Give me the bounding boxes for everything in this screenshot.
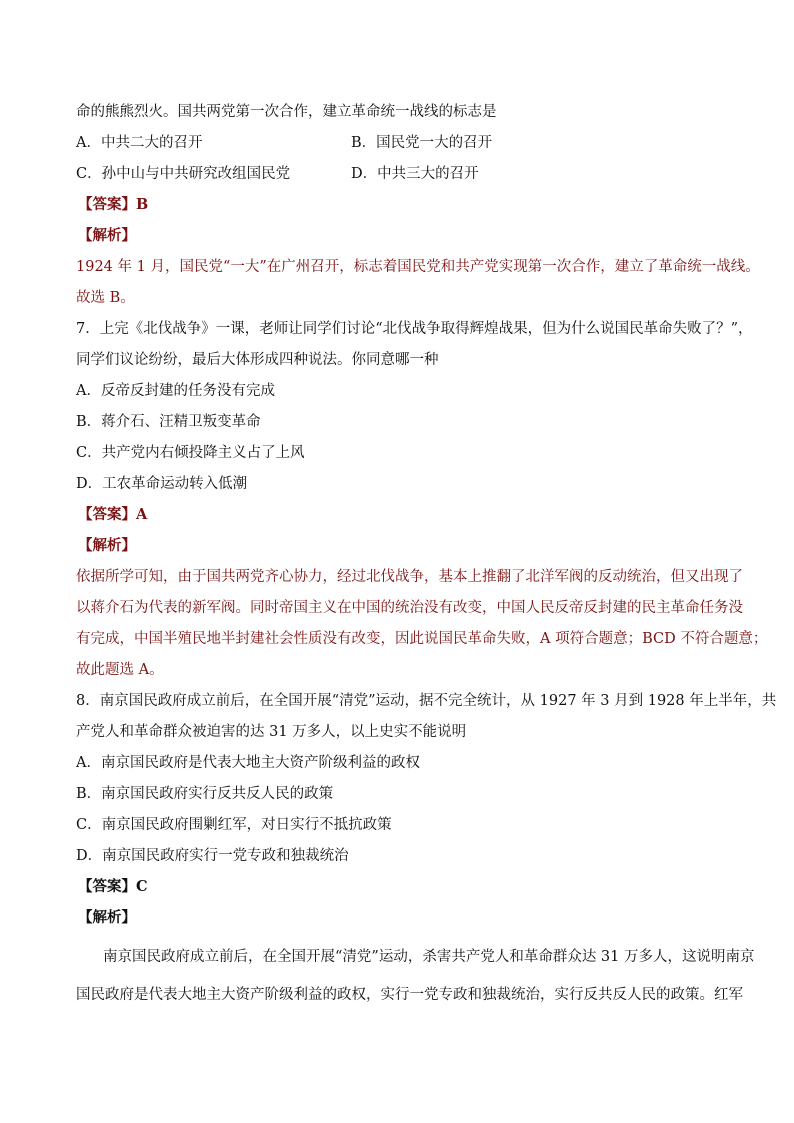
q6-options-row-1 [76,134,493,152]
q7-option-d: D．工农革命运动转入低潮 [76,476,248,492]
q8-option-a: A．南京国民政府是代表大地主大资产阶级利益的政权 [76,755,420,771]
q7-option-c: C．共产党内右倾投降主义占了上风 [76,445,305,461]
q6-answer: 【答案】B [78,196,149,213]
q8-answer: 【答案】C [78,878,148,895]
q8-analysis-line-2: 国民政府是代表大地主大资产阶级利益的政权，实行一党专政和独裁统治，实行反共反人民的政策。红军 [76,987,743,1003]
q8-analysis-line-1: 南京国民政府成立前后，在全国开展“清党”运动，杀害共产党人和革命群众达 31 万多人，这说明南京 [103,949,755,965]
q6-option-a: A．中共二大的召开 [76,135,203,151]
q8-stem-line-2: 产党人和革命群众被迫害的达 31 万多人，以上史实不能说明 [76,724,467,740]
q7-stem-line-2: 同学们议论纷纷，最后大体形成四种说法。你同意哪一种 [76,352,439,368]
q7-option-a: A．反帝反封建的任务没有完成 [76,383,275,399]
q7-analysis-line-2: 以蒋介石为代表的新军阀。同时帝国主义在中国的统治没有改变，中国人民反帝反封建的民主革命任务没 [76,600,743,616]
q6-analysis-line-2: 故选 B。 [76,290,135,306]
q6-option-c: C．孙中山与中共研究改组国民党 [76,166,291,182]
q7-option-b: B．蒋介石、汪精卫叛变革命 [76,414,261,430]
q6-stem-tail: 命的熊熊烈火。国共两党第一次合作，建立革命统一战线的标志是 [76,104,497,120]
q8-option-c: C．南京国民政府围剿红军，对日实行不抵抗政策 [76,817,392,833]
q6-option-b: B．国民党一大的召开 [351,135,493,151]
q8-analysis-label: 【解析】 [78,909,136,926]
q7-analysis-line-4: 故此题选 A。 [76,662,164,678]
q6-analysis-label: 【解析】 [78,227,136,244]
q7-analysis-line-1: 依据所学可知，由于国共两党齐心协力，经过北伐战争，基本上推翻了北洋军阀的反动统治，但又出现了 [76,569,743,585]
q8-stem-line-1: 8．南京国民政府成立前后，在全国开展“清党”运动，据不完全统计，从 1927 年 3 月到 1928 年上半年，共 [76,693,777,709]
q6-options-row-2 [76,165,479,183]
q7-answer: 【答案】A [78,506,148,523]
q8-option-d: D．南京国民政府实行一党专政和独裁统治 [76,848,349,864]
q7-analysis-line-3: 有完成，中国半殖民地半封建社会性质没有改变，因此说国民革命失败，A 项符合题意；BCD 不符合题意； [76,631,768,647]
q6-option-d: D．中共三大的召开 [351,166,479,182]
q7-stem-line-1: 7．上完《北伐战争》一课，老师让同学们讨论“北伐战争取得辉煌战果，但为什么说国民革命失败了？”， [76,321,753,337]
q7-analysis-label: 【解析】 [78,537,136,554]
q8-option-b: B．南京国民政府实行反共反人民的政策 [76,786,334,802]
q6-analysis-line-1: 1924 年 1 月，国民党“一大”在广州召开，标志着国民党和共产党实现第一次合作，建立了革命统一战线。 [76,259,760,275]
